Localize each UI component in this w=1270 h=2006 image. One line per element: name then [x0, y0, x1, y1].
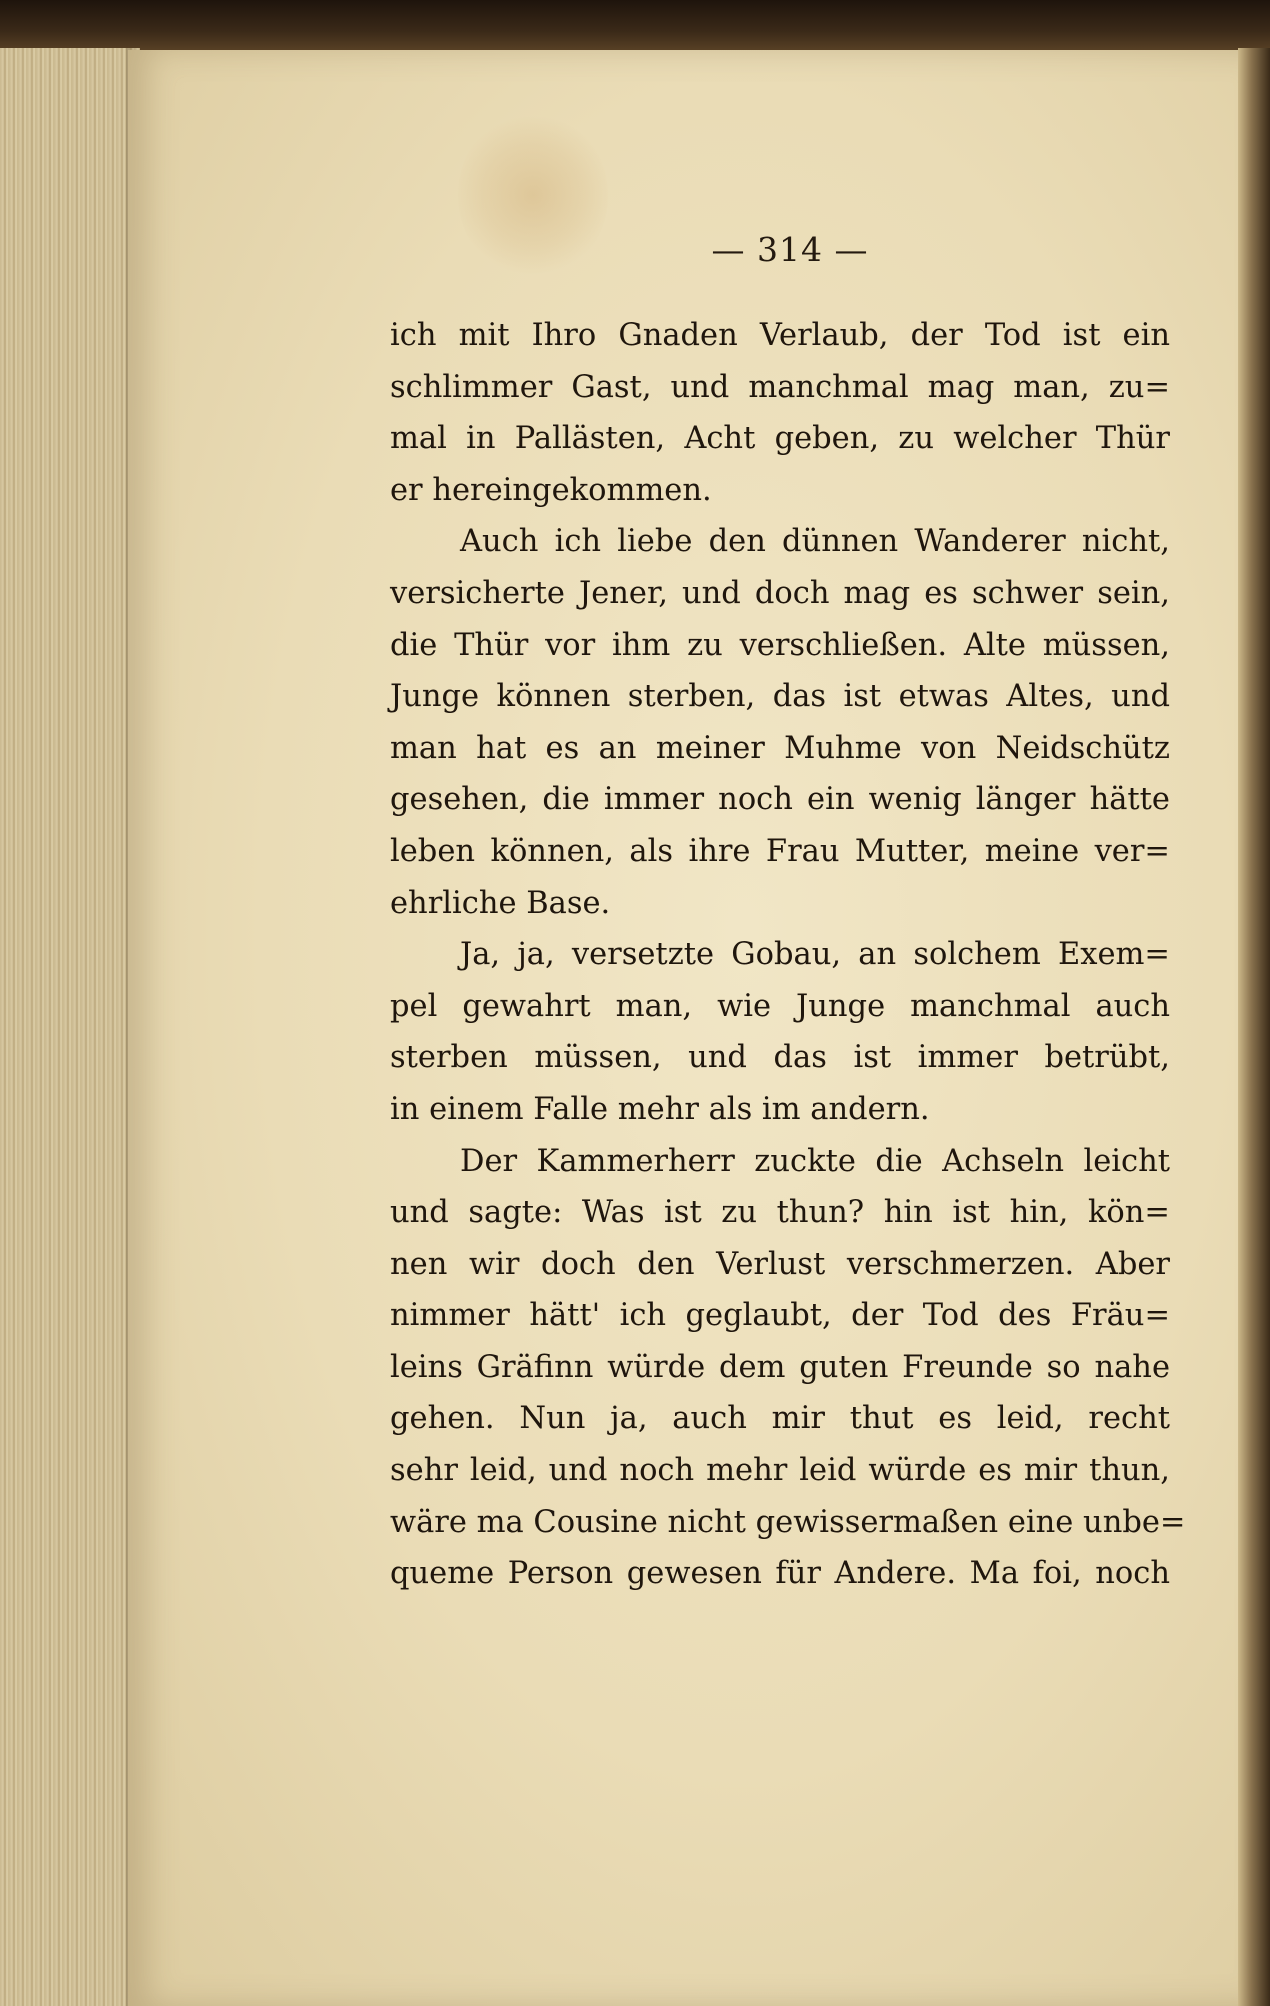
- text-line: ich mit Ihro Gnaden Verlaub, der Tod ist ein: [390, 318, 1170, 353]
- text-line: man hat es an meiner Muhme von Neidschütz: [390, 730, 1170, 766]
- text-line: in einem Falle mehr als im andern.: [390, 1091, 930, 1127]
- text-line: Der Kammerherr zuckte die Achseln leicht: [460, 1143, 1170, 1179]
- text-line: Ja, ja, versetzte Gobau, an solchem Exem=: [460, 937, 1170, 973]
- text-line: nimmer hätt' ich geglaubt, der Tod des Fräu=: [390, 1298, 1170, 1334]
- page-stack-edge: [0, 48, 140, 2006]
- body-text: [390, 310, 1186, 1600]
- text-line: Junge können sterben, das ist etwas Altes, und: [390, 679, 1170, 715]
- text-line: nen wir doch den Verlust verschmerzen. Aber: [390, 1246, 1170, 1282]
- text-line: leins Gräfinn würde dem guten Freunde so nahe: [390, 1349, 1170, 1385]
- text-line: schlimmer Gast, und manchmal mag man, zu=: [390, 369, 1170, 405]
- foxing-stain: [458, 110, 608, 280]
- text-line: versicherte Jener, und doch mag es schwer sein,: [390, 575, 1170, 611]
- text-line: und sagte: Was ist zu thun? hin ist hin, kön=: [390, 1195, 1170, 1231]
- text-line: ehrliche Base.: [390, 885, 611, 921]
- text-line: er hereingekommen.: [390, 472, 712, 508]
- text-line: gesehen, die immer noch ein wenig länger hätte: [390, 782, 1170, 818]
- text-line: queme Person gewesen für Andere. Ma foi, noch: [390, 1556, 1170, 1592]
- text-line: wäre ma Cousine nicht gewissermaßen eine unbe=: [390, 1504, 1186, 1540]
- binding-edge: [1238, 48, 1270, 2006]
- book-top-edge: [0, 0, 1270, 52]
- text-line: sehr leid, und noch mehr leid würde es mir thun,: [390, 1453, 1170, 1489]
- text-line: pel gewahrt man, wie Junge manchmal auch: [390, 988, 1170, 1024]
- text-line: die Thür vor ihm zu verschließen. Alte müssen,: [390, 627, 1170, 663]
- page-number: — 314 —: [711, 230, 869, 269]
- text-line: leben können, als ihre Frau Mutter, meine ver=: [390, 833, 1170, 869]
- text-line: Auch ich liebe den dünnen Wanderer nicht,: [460, 524, 1170, 560]
- text-line: sterben müssen, und das ist immer betrübt,: [390, 1040, 1170, 1076]
- text-line: gehen. Nun ja, auch mir thut es leid, recht: [390, 1401, 1170, 1437]
- text-line: mal in Pallästen, Acht geben, zu welcher Thür: [390, 421, 1170, 457]
